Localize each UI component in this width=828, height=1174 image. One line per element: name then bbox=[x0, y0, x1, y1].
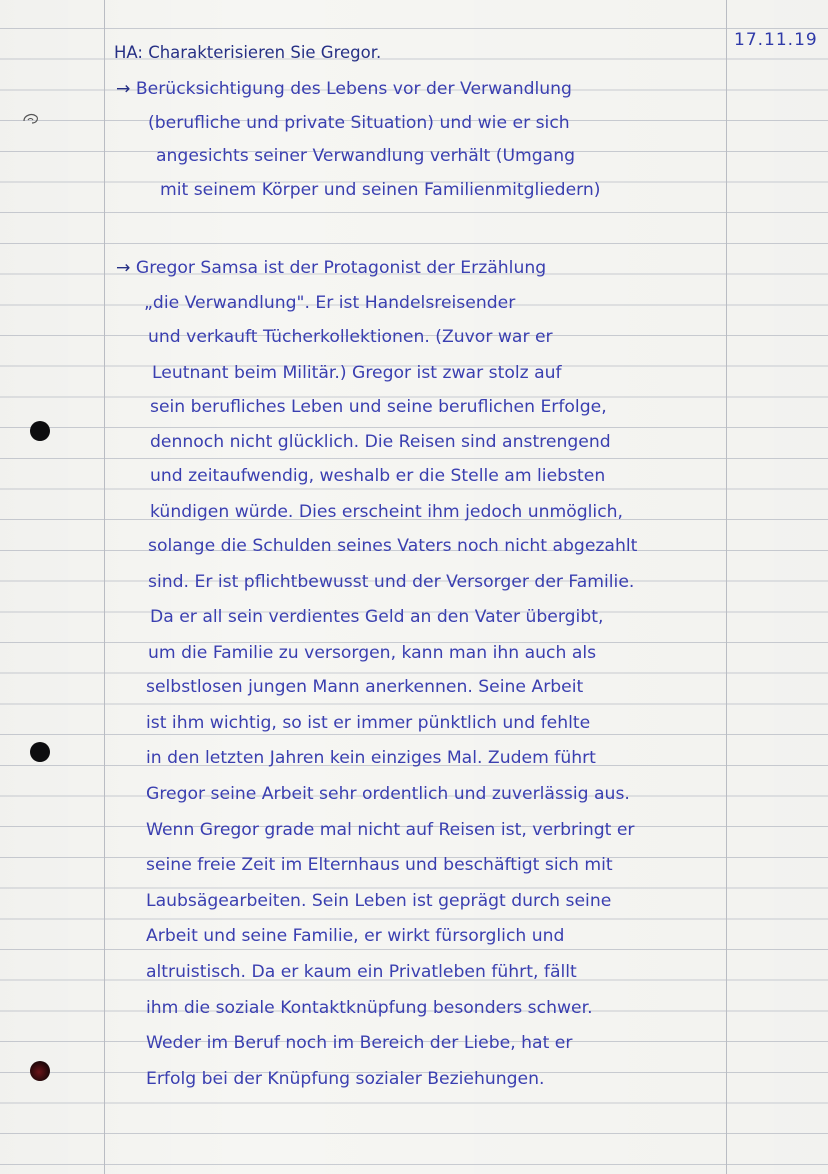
task-line: → Berücksichtigung des Lebens vor der Verwandlung bbox=[116, 79, 572, 99]
essay-line: ihm die soziale Kontaktknüpfung besonders schwer. bbox=[146, 998, 593, 1018]
essay-line: Erfolg bei der Knüpfung sozialer Beziehungen. bbox=[146, 1069, 545, 1089]
essay-line: um die Familie zu versorgen, kann man ihn auch als bbox=[148, 643, 597, 663]
essay-line: seine freie Zeit im Elternhaus und beschäftigt sich mit bbox=[146, 855, 613, 875]
essay-line: Da er all sein verdientes Geld an den Vater übergibt, bbox=[150, 607, 604, 627]
essay-line: Laubsägearbeiten. Sein Leben ist geprägt durch seine bbox=[146, 891, 612, 911]
essay-line: solange die Schulden seines Vaters noch nicht abgezahlt bbox=[148, 536, 638, 556]
task-line: (berufliche und private Situation) und wie er sich bbox=[148, 113, 570, 133]
right-margin-line bbox=[726, 0, 727, 1174]
date-label: 17.11.19 bbox=[734, 30, 818, 50]
punch-hole bbox=[30, 742, 50, 762]
essay-line: sein berufliches Leben und seine beruflichen Erfolge, bbox=[150, 397, 607, 417]
essay-line: und zeitaufwendig, weshalb er die Stelle am liebsten bbox=[150, 466, 606, 486]
doodle-icon bbox=[22, 112, 40, 126]
punch-hole bbox=[30, 421, 50, 441]
left-margin-line bbox=[104, 0, 105, 1174]
essay-line: Wenn Gregor grade mal nicht auf Reisen ist, verbringt er bbox=[146, 820, 635, 840]
essay-line: Weder im Beruf noch im Bereich der Liebe, hat er bbox=[146, 1033, 573, 1053]
essay-line: Arbeit und seine Familie, er wirkt fürsorglich und bbox=[146, 926, 565, 946]
essay-line: ist ihm wichtig, so ist er immer pünktlich und fehlte bbox=[146, 713, 591, 733]
essay-line: „die Verwandlung". Er ist Handelsreisender bbox=[144, 293, 516, 313]
essay-line: selbstlosen jungen Mann anerkennen. Seine Arbeit bbox=[146, 677, 584, 697]
essay-line: dennoch nicht glücklich. Die Reisen sind anstrengend bbox=[150, 432, 611, 452]
essay-line: altruistisch. Da er kaum ein Privatleben führt, fällt bbox=[146, 962, 577, 982]
punch-hole bbox=[30, 1061, 50, 1081]
essay-line: Leutnant beim Militär.) Gregor ist zwar stolz auf bbox=[152, 363, 562, 383]
task-line: angesichts seiner Verwandlung verhält (Umgang bbox=[156, 146, 576, 166]
arrow-icon: → bbox=[116, 258, 131, 278]
arrow-icon: → bbox=[116, 79, 131, 99]
essay-line: Gregor seine Arbeit sehr ordentlich und zuverlässig aus. bbox=[146, 784, 630, 804]
task-line: mit seinem Körper und seinen Familienmitgliedern) bbox=[160, 180, 601, 200]
essay-line: in den letzten Jahren kein einziges Mal. Zudem führt bbox=[146, 748, 596, 768]
essay-line: und verkauft Tücherkollektionen. (Zuvor war er bbox=[148, 327, 553, 347]
essay-line: sind. Er ist pflichtbewusst und der Versorger der Familie. bbox=[148, 572, 635, 592]
homework-heading: HA: Charakterisieren Sie Gregor. bbox=[114, 43, 382, 62]
essay-line: kündigen würde. Dies erscheint ihm jedoch unmöglich, bbox=[150, 502, 624, 522]
essay-line: → Gregor Samsa ist der Protagonist der Erzählung bbox=[116, 258, 547, 278]
